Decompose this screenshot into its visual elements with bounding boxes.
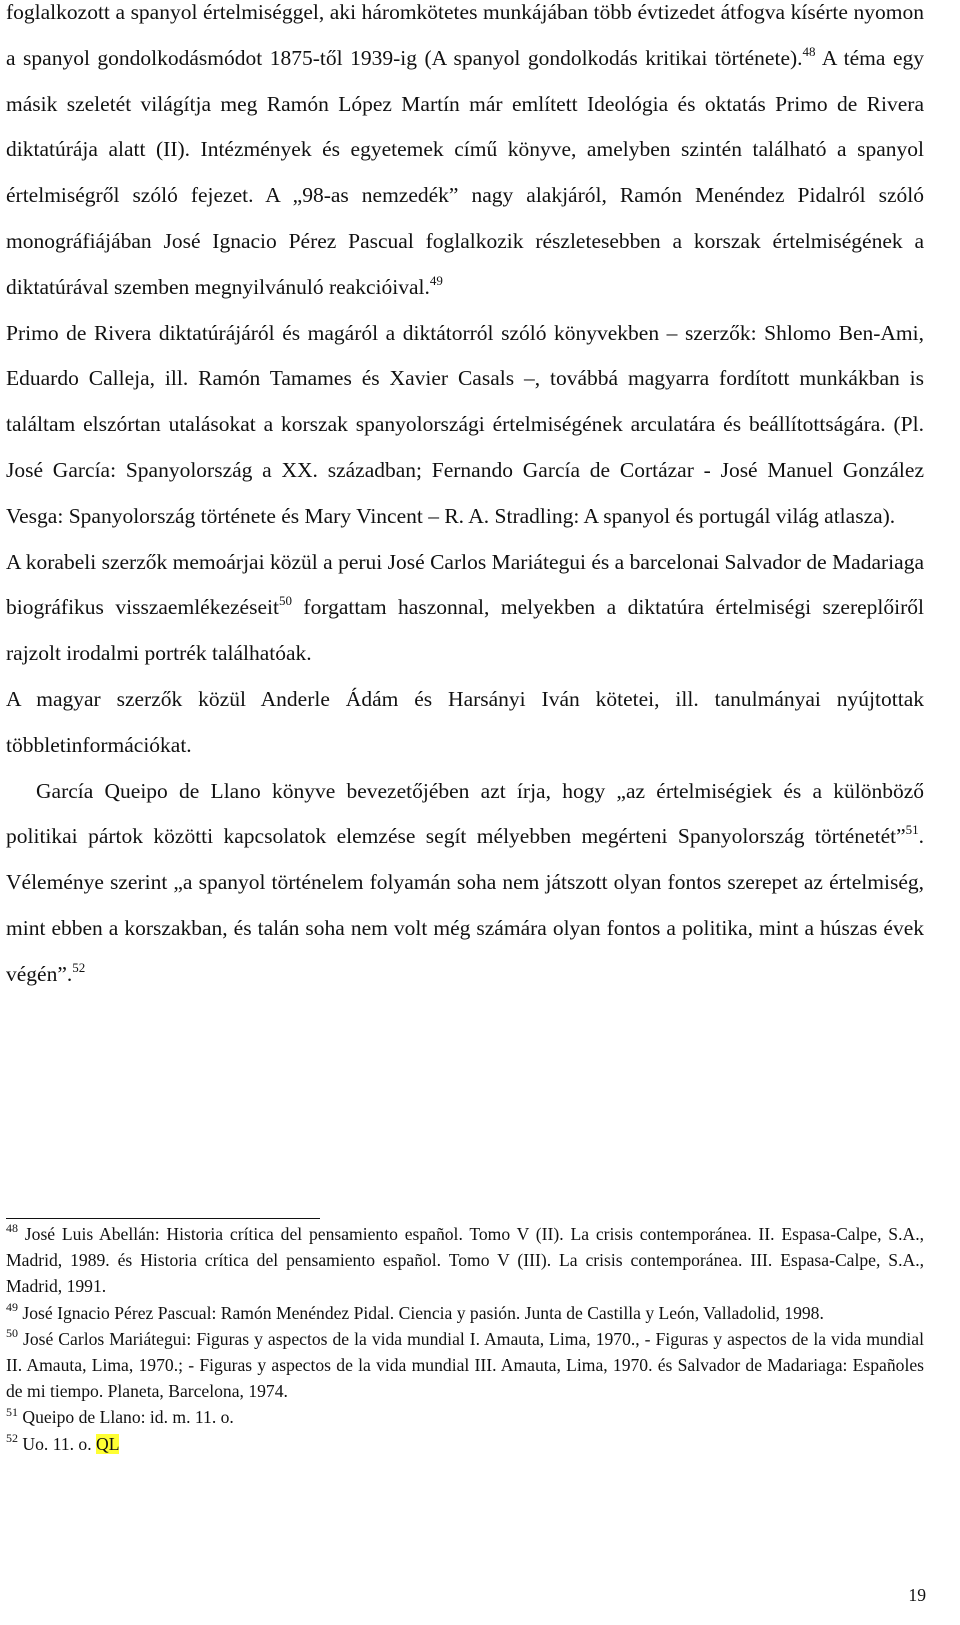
body-text (6, 0, 924, 998)
footnote-ref-48[interactable]: 48 (802, 43, 816, 59)
footnote-number: 49 (6, 1299, 18, 1314)
footnote-51 (6, 1404, 924, 1430)
footnote-text: José Luis Abellán: Historia crítica del pensamiento español. Tomo V (II). La crisis contemporánea. II. Espasa-Calpe, S.A., Madrid, 1989. és Historia crítica del pensamiento español. Tomo V (III). La crisis contemporánea. III. Espasa-Calpe, S.A., Madrid, 1991. (6, 1224, 924, 1297)
footnote-50 (6, 1326, 924, 1405)
footnote-number: 50 (6, 1325, 18, 1340)
paragraph-1-text-b: A téma egy másik szeletét világítja meg Ramón López Martín már említett Ideológia és oktatás Primo de Rivera diktatúrája alatt (II). Intézmények és egyetemek című könyve, amelyben szintén található a spanyol értelmiségről szóló fejezet. A „98-as nemzedék” nagy alakjáról, Ramón Menéndez Pidalról szóló monográfiájában José Ignacio Pérez Pascual foglalkozik részletesebben a korszak értelmiségének a diktatúrával szemben megnyilvánuló reakcióival. (6, 45, 924, 299)
footnote-text: Queipo de Llano: id. m. 11. o. (18, 1407, 234, 1428)
paragraph-1-text-a: foglalkozott a spanyol értelmiséggel, aki háromkötetes munkájában több évtizedet átfogva kísérte nyomon a spanyol gondolkodásmódot 1875-től 1939-ig (A spanyol gondolkodás kritikai története). (6, 0, 924, 70)
footnotes (6, 1221, 924, 1457)
footnote-number: 52 (6, 1430, 18, 1445)
paragraph-5-text-b: . Véleménye szerint „a spanyol történelem folyamán soha nem játszott olyan fontos szerepet az értelmiség, mint ebben a korszakban, és talán soha nem volt még számára olyan fontos a politika, mint a húszas évek végén”. (6, 824, 924, 986)
footnote-ref-51[interactable]: 51 (905, 822, 919, 838)
footnote-number: 51 (6, 1404, 18, 1419)
footnote-text: Uo. 11. o. (18, 1433, 97, 1454)
footnote-ref-52[interactable]: 52 (72, 959, 86, 975)
highlighted-text: QL (96, 1433, 120, 1454)
paragraph-5 (6, 769, 924, 998)
footnote-52 (6, 1431, 924, 1457)
footnote-number: 48 (6, 1221, 18, 1236)
footnote-divider (6, 1218, 320, 1219)
paragraph-4: A magyar szerzők közül Anderle Ádám és Harsányi Iván kötetei, ill. tanulmányai nyújtottak többletinformációkat. (6, 686, 924, 757)
paragraph-3 (6, 540, 924, 677)
paragraph-3-text-b: forgattam haszonnal, melyekben a diktatúra értelmiségi szereplőiről rajzolt irodalmi portrék találhatóak. (6, 595, 924, 666)
footnote-text: José Ignacio Pérez Pascual: Ramón Menéndez Pidal. Ciencia y pasión. Junta de Castilla y León, Valladolid, 1998. (18, 1302, 824, 1323)
paragraph-1 (6, 0, 924, 311)
footnote-ref-49[interactable]: 49 (429, 272, 443, 288)
page-number: 19 (908, 1585, 926, 1605)
footnote-48 (6, 1221, 924, 1300)
footnote-49 (6, 1300, 924, 1326)
paragraph-2: Primo de Rivera diktatúrájáról és magáról a diktátorról szóló könyvekben – szerzők: Shlomo Ben-Ami, Eduardo Calleja, ill. Ramón Tamames és Xavier Casals –, továbbá magyarra fordított munkákban is találtam elszórtan utalásokat a korszak spanyolországi értelmiségének arculatára és beállítottságára. (Pl. José García: Spanyolország a XX. században; Fernando García de Cortázar - José Manuel González Vesga: Spanyolország története és Mary Vincent – R. A. Stradling: A spanyol és portugál világ atlasza). (6, 320, 924, 528)
paragraph-3-text-a: A korabeli szerzők memoárjai közül a perui José Carlos Mariátegui és a barcelonai Salvador de Madariaga biográfikus visszaemlékezéseit (6, 549, 924, 620)
footnote-ref-50[interactable]: 50 (278, 593, 292, 609)
footnote-text: José Carlos Mariátegui: Figuras y aspectos de la vida mundial I. Amauta, Lima, 1970., - Figuras y aspectos de la vida mundial II. Amauta, Lima, 1970.; - Figuras y aspectos de la vida mundial III. Amauta, Lima, 1970. és Salvador de Madariaga: Españoles de mi tiempo. Planeta, Barcelona, 1974. (6, 1328, 924, 1402)
paragraph-5-text-a: García Queipo de Llano könyve bevezetőjében azt írja, hogy „az értelmiségiek és a különböző politikai pártok közötti kapcsolatok elemzése segít mélyebben megérteni Spanyolország történetét” (6, 778, 924, 849)
